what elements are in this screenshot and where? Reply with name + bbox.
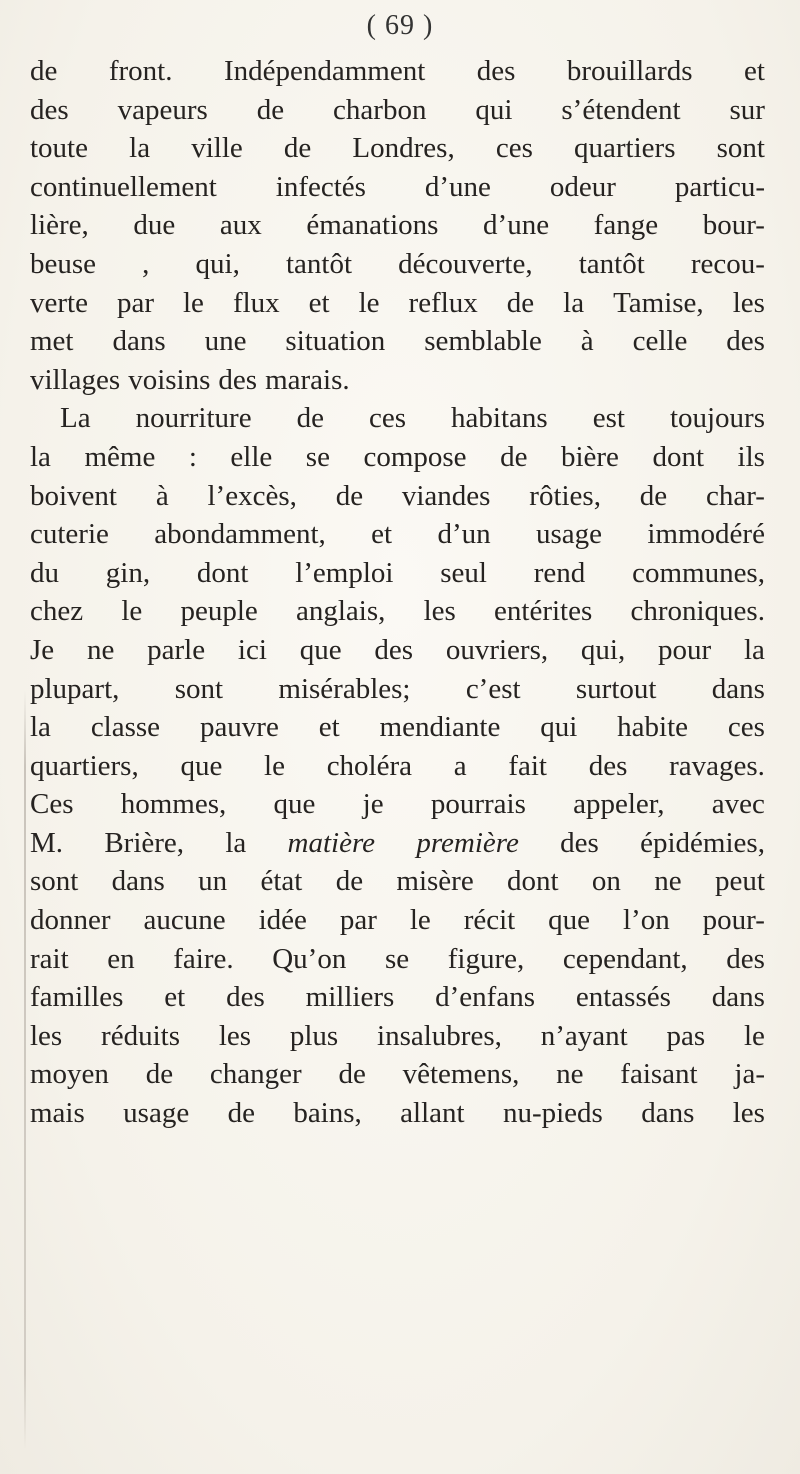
word: dont xyxy=(196,556,249,589)
word: nu-pieds xyxy=(502,1097,603,1130)
word: les xyxy=(423,595,456,628)
word: dans xyxy=(711,981,765,1014)
text-line xyxy=(30,1055,765,1094)
word: pourrais xyxy=(430,788,526,821)
word: c’est xyxy=(465,672,521,705)
word: boivent xyxy=(30,479,117,512)
word: plupart, xyxy=(30,672,120,705)
word: Ces xyxy=(30,788,74,821)
word: de xyxy=(227,1097,255,1130)
text-line xyxy=(30,438,765,477)
word: dont xyxy=(507,865,559,898)
word: état xyxy=(260,865,303,898)
word: flux xyxy=(232,286,280,319)
word: familles xyxy=(30,981,124,1014)
word: que xyxy=(299,633,342,666)
word: s’étendent xyxy=(561,93,681,126)
word: l’excès, xyxy=(207,479,297,512)
word: usage xyxy=(535,518,603,551)
word: situation xyxy=(285,325,386,358)
word: a xyxy=(453,749,467,782)
word: Londres, xyxy=(352,132,455,165)
word: première xyxy=(416,826,519,859)
word: n’ayant xyxy=(540,1019,628,1052)
word: moyen xyxy=(30,1058,109,1091)
word: on xyxy=(591,865,621,898)
word: pour xyxy=(658,633,712,666)
word: d’un xyxy=(437,518,491,551)
word: le xyxy=(409,904,431,937)
text-line xyxy=(30,901,765,940)
text-line xyxy=(30,747,765,786)
word: mendiante xyxy=(379,711,501,744)
word: idée xyxy=(258,904,307,937)
word: aucune xyxy=(143,904,226,937)
word: anglais, xyxy=(295,595,386,628)
word: rait xyxy=(30,942,69,975)
word: sont xyxy=(716,132,765,165)
word: matière xyxy=(287,826,376,859)
word: insalubres, xyxy=(377,1019,502,1052)
text-line xyxy=(30,129,765,168)
word: le xyxy=(744,1019,765,1052)
word: infectés xyxy=(275,170,366,203)
word: une xyxy=(204,325,247,358)
word: Je xyxy=(30,633,55,666)
word: pas xyxy=(666,1019,706,1052)
word: et xyxy=(371,518,393,551)
word: Tamise, xyxy=(613,286,704,319)
word: mais xyxy=(30,1097,85,1130)
word: un xyxy=(198,865,228,898)
word: chez xyxy=(30,595,84,628)
word: pour- xyxy=(702,904,765,937)
word: le xyxy=(183,286,204,319)
word: pauvre xyxy=(199,711,279,744)
word: sur xyxy=(729,93,765,126)
word: de xyxy=(283,132,312,165)
word: se xyxy=(384,942,410,975)
word: réduits xyxy=(101,1019,180,1052)
word: de xyxy=(338,1058,366,1091)
text-line xyxy=(30,168,765,207)
word: même xyxy=(84,440,156,473)
word: d’enfans xyxy=(435,981,535,1014)
word: les xyxy=(30,1019,63,1052)
word: de xyxy=(296,402,324,435)
text-line xyxy=(30,978,765,1017)
word: bour- xyxy=(702,209,765,242)
word: de xyxy=(506,286,535,319)
word: qui xyxy=(540,711,578,744)
word: surtout xyxy=(575,672,657,705)
margin-shadow xyxy=(24,690,26,1450)
word: charbon xyxy=(333,93,427,126)
word: est xyxy=(592,402,625,435)
word: allant xyxy=(400,1097,465,1130)
word: changer xyxy=(209,1058,302,1091)
word: char- xyxy=(705,479,765,512)
word: gin, xyxy=(105,556,151,589)
word: continuellement xyxy=(30,170,217,203)
text-line xyxy=(30,322,765,361)
word: abondamment, xyxy=(154,518,326,551)
word: misère xyxy=(396,865,474,898)
word: compose xyxy=(363,440,467,473)
word: particu- xyxy=(674,170,765,203)
word: de xyxy=(335,865,364,898)
word: ne xyxy=(654,865,682,898)
text-line xyxy=(30,1017,765,1056)
text-line xyxy=(30,361,765,400)
word: ne xyxy=(556,1058,584,1091)
word: des xyxy=(476,55,516,87)
text-line xyxy=(30,399,765,438)
text-line xyxy=(30,670,765,709)
word: de xyxy=(639,479,668,512)
word: des xyxy=(726,325,765,358)
word: par xyxy=(116,286,154,319)
word: bière xyxy=(560,440,619,473)
word: ravages. xyxy=(669,749,765,782)
word: de xyxy=(256,93,285,126)
word: seul xyxy=(440,556,487,589)
text-line xyxy=(30,245,765,284)
word: Qu’on xyxy=(272,942,347,975)
text-line xyxy=(30,940,765,979)
word: rôties, xyxy=(529,479,601,512)
text-line xyxy=(30,592,765,631)
word: le xyxy=(121,595,143,628)
word: beuse xyxy=(30,247,97,280)
word: sont xyxy=(174,672,224,705)
word: les xyxy=(218,1019,252,1052)
word: je xyxy=(362,788,384,821)
word: hommes, xyxy=(120,788,227,821)
word: en xyxy=(107,942,135,975)
word: front. xyxy=(108,55,173,87)
word: choléra xyxy=(326,749,413,782)
word: des xyxy=(226,981,265,1014)
word: cuterie xyxy=(30,518,109,551)
word: des xyxy=(560,826,599,859)
word: marais. xyxy=(265,363,350,396)
word: sont xyxy=(30,865,79,898)
word: misérables; xyxy=(278,672,411,705)
word: milliers xyxy=(305,981,395,1014)
word: ouvriers, xyxy=(445,633,549,666)
text-line xyxy=(30,824,765,863)
word: verte xyxy=(30,286,88,319)
word: ne xyxy=(86,633,115,666)
body-text xyxy=(30,52,765,1133)
word: émanations xyxy=(306,209,439,242)
word: des xyxy=(218,363,258,396)
word: l’on xyxy=(623,904,670,937)
word: semblable xyxy=(424,325,542,358)
word: rend xyxy=(533,556,586,589)
word: dans xyxy=(111,865,165,898)
word: qui xyxy=(475,93,513,126)
word: les xyxy=(732,286,765,319)
word: découverte, xyxy=(398,247,533,280)
word: lière, xyxy=(30,209,89,242)
word: viandes xyxy=(401,479,491,512)
word: qui, xyxy=(580,633,626,666)
word: d’une xyxy=(424,170,491,203)
word: la xyxy=(744,633,765,666)
word: ja- xyxy=(734,1058,765,1091)
word: bains, xyxy=(293,1097,362,1130)
word: des xyxy=(726,942,765,975)
word: que xyxy=(548,904,591,937)
word: que xyxy=(180,749,223,782)
text-line xyxy=(30,52,765,91)
text-line xyxy=(30,477,765,516)
word: et xyxy=(744,55,765,87)
word: due xyxy=(133,209,176,242)
word: dans xyxy=(112,325,166,358)
word: tantôt xyxy=(578,247,645,280)
word: se xyxy=(305,440,330,473)
word: M. xyxy=(30,826,64,859)
word: ici xyxy=(237,633,267,666)
text-line xyxy=(30,631,765,670)
word: à xyxy=(155,479,169,512)
word: l’emploi xyxy=(295,556,394,589)
word: : xyxy=(188,440,197,473)
word: quartiers xyxy=(574,132,676,165)
word: dont xyxy=(652,440,705,473)
word: la xyxy=(129,132,151,165)
word: la xyxy=(30,440,51,473)
word: met xyxy=(30,325,74,358)
word: qui, xyxy=(195,247,240,280)
word: à xyxy=(580,325,594,358)
word: des xyxy=(588,749,628,782)
word: de xyxy=(145,1058,174,1091)
word: voisins xyxy=(128,363,211,396)
word: des xyxy=(374,633,414,666)
text-line xyxy=(30,284,765,323)
word: habitans xyxy=(451,402,548,435)
word: , xyxy=(142,247,150,280)
word: quartiers, xyxy=(30,749,139,782)
word: de xyxy=(335,479,364,512)
word: d’une xyxy=(483,209,550,242)
word: le xyxy=(358,286,380,319)
word: villages xyxy=(30,363,121,396)
word: entassés xyxy=(575,981,671,1014)
word: chroniques. xyxy=(630,595,765,628)
word: celle xyxy=(632,325,688,358)
word: figure, xyxy=(447,942,525,975)
word: Indépendamment xyxy=(223,55,426,87)
word: récit xyxy=(463,904,516,937)
word: Brière, xyxy=(104,826,185,859)
word: vapeurs xyxy=(117,93,208,126)
word: avec xyxy=(711,788,765,821)
word: toute xyxy=(30,132,88,165)
word: de xyxy=(500,440,528,473)
text-line xyxy=(30,91,765,130)
word: ces xyxy=(727,711,765,744)
text-line xyxy=(30,708,765,747)
text-line xyxy=(30,785,765,824)
word: cependant, xyxy=(562,942,688,975)
word: et xyxy=(308,286,330,319)
word: les xyxy=(732,1097,765,1130)
word: elle xyxy=(230,440,273,473)
word: peut xyxy=(714,865,765,898)
word: ces xyxy=(368,402,407,435)
word: de xyxy=(30,55,58,87)
word: le xyxy=(264,749,285,782)
word: communes, xyxy=(632,556,765,589)
text-line xyxy=(30,1094,765,1133)
word: usage xyxy=(123,1097,190,1130)
word: faire. xyxy=(173,942,234,975)
word: aux xyxy=(219,209,262,242)
word: faisant xyxy=(620,1058,698,1091)
word: odeur xyxy=(549,170,616,203)
text-line xyxy=(30,862,765,901)
word: la xyxy=(30,711,51,744)
text-line xyxy=(30,554,765,593)
word: classe xyxy=(90,711,161,744)
word: du xyxy=(30,556,59,589)
word: la xyxy=(563,286,585,319)
word: nourriture xyxy=(135,402,252,435)
word: parle xyxy=(147,633,206,666)
word: fait xyxy=(508,749,547,782)
word: fange xyxy=(593,209,659,242)
word: dans xyxy=(641,1097,695,1130)
word: ils xyxy=(737,440,765,473)
word: et xyxy=(164,981,186,1014)
word: habite xyxy=(617,711,688,744)
word: donner xyxy=(30,904,111,937)
word: brouillards xyxy=(566,55,693,87)
word: épidémies, xyxy=(640,826,765,859)
word: peuple xyxy=(180,595,258,628)
word: plus xyxy=(289,1019,339,1052)
word: ces xyxy=(495,132,533,165)
page-number: ( 69 ) xyxy=(366,10,434,41)
word: et xyxy=(318,711,340,744)
word: des xyxy=(30,93,69,126)
word: que xyxy=(273,788,316,821)
word: dans xyxy=(711,672,765,705)
word: vêtemens, xyxy=(402,1058,520,1091)
word: tantôt xyxy=(285,247,353,280)
word: ville xyxy=(191,132,243,165)
word: entérites xyxy=(494,595,593,628)
text-line xyxy=(30,515,765,554)
word: la xyxy=(225,826,247,859)
word: toujours xyxy=(669,402,765,435)
word: La xyxy=(60,402,91,435)
word: par xyxy=(339,904,377,937)
word: appeler, xyxy=(573,788,665,821)
word: recou- xyxy=(690,247,765,280)
text-line xyxy=(30,206,765,245)
word: reflux xyxy=(408,286,478,319)
word: immodéré xyxy=(647,518,765,551)
